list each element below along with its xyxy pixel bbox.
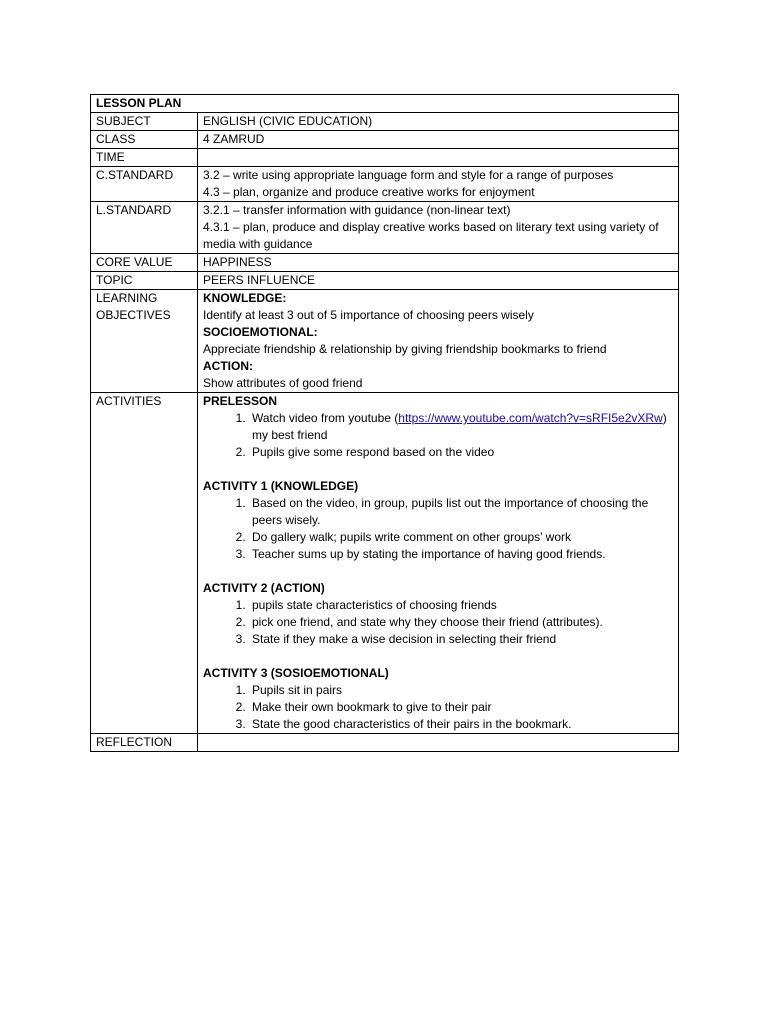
prelesson-item-prefix: Watch video from youtube ( — [252, 411, 399, 425]
class-value: 4 ZAMRUD — [198, 131, 679, 149]
reflection-label: REFLECTION — [91, 734, 198, 752]
time-label: TIME — [91, 149, 198, 167]
list-item: 2. Make their own bookmark to give to their pair — [249, 699, 673, 716]
objectives-label-line: OBJECTIVES — [96, 308, 171, 322]
list-item: 2. Pupils give some respond based on the video — [249, 444, 673, 461]
reflection-value — [198, 734, 679, 752]
activities-value — [198, 393, 679, 734]
action-text: Show attributes of good friend — [203, 376, 363, 390]
list-item: 3. State if they make a wise decision in selecting their friend — [249, 631, 673, 648]
list-item — [249, 410, 673, 444]
objectives-row — [91, 290, 679, 393]
topic-value: PEERS INFLUENCE — [198, 272, 679, 290]
activities-row — [91, 393, 679, 734]
cstandard-row — [91, 167, 679, 202]
activity1-list — [203, 495, 673, 563]
prelesson-list — [203, 410, 673, 461]
topic-label: TOPIC — [91, 272, 198, 290]
cstandard-value — [198, 167, 679, 202]
knowledge-heading: KNOWLEDGE: — [203, 291, 287, 305]
cstandard-label: C.STANDARD — [91, 167, 198, 202]
time-value — [198, 149, 679, 167]
lstandard-label: L.STANDARD — [91, 202, 198, 254]
list-item: 2. pick one friend, and state why they choose their friend (attributes). — [249, 614, 673, 631]
time-row — [91, 149, 679, 167]
youtube-link[interactable]: https://www.youtube.com/watch?v=sRFI5e2vXRw — [398, 411, 663, 425]
socioemotional-text: Appreciate friendship & relationship by giving friendship bookmarks to friend — [203, 342, 607, 356]
subject-row — [91, 113, 679, 131]
lesson-plan-table — [90, 94, 679, 752]
activity2-list — [203, 597, 673, 648]
activity1-heading: ACTIVITY 1 (KNOWLEDGE) — [203, 479, 359, 493]
lstandard-line: 3.2.1 – transfer information with guidance (non-linear text) — [203, 203, 511, 217]
class-label: CLASS — [91, 131, 198, 149]
list-item: 1. Pupils sit in pairs — [249, 682, 673, 699]
objectives-value — [198, 290, 679, 393]
activities-label: ACTIVITIES — [91, 393, 198, 734]
list-item: 3. Teacher sums up by stating the importance of having good friends. — [249, 546, 673, 563]
objectives-label-line: LEARNING — [96, 291, 158, 305]
list-item: 1. Based on the video, in group, pupils list out the importance of choosing the peers wisely. — [249, 495, 673, 529]
list-item: 3. State the good characteristics of their pairs in the bookmark. — [249, 716, 673, 733]
socioemotional-heading: SOCIOEMOTIONAL: — [203, 325, 318, 339]
lstandard-value — [198, 202, 679, 254]
subject-label: SUBJECT — [91, 113, 198, 131]
lstandard-row — [91, 202, 679, 254]
activity3-list — [203, 682, 673, 733]
lesson-plan-title: LESSON PLAN — [91, 95, 679, 113]
activity2-heading: ACTIVITY 2 (ACTION) — [203, 581, 325, 595]
subject-value: ENGLISH (CIVIC EDUCATION) — [198, 113, 679, 131]
list-item: 2. Do gallery walk; pupils write comment on other groups’ work — [249, 529, 673, 546]
knowledge-text: Identify at least 3 out of 5 importance of choosing peers wisely — [203, 308, 534, 322]
prelesson-heading: PRELESSON — [203, 394, 278, 408]
activity3-heading: ACTIVITY 3 (SOSIOEMOTIONAL) — [203, 666, 389, 680]
core-value-label: CORE VALUE — [91, 254, 198, 272]
lstandard-line: 4.3.1 – plan, produce and display creative works based on literary text using variety of media with guidance — [203, 220, 659, 251]
list-item: 1. pupils state characteristics of choosing friends — [249, 597, 673, 614]
prelesson-item-suffix: ) my best friend — [252, 411, 667, 442]
title-row — [91, 95, 679, 113]
topic-row — [91, 272, 679, 290]
core-value-value: HAPPINESS — [198, 254, 679, 272]
cstandard-line: 4.3 – plan, organize and produce creative works for enjoyment — [203, 185, 535, 199]
objectives-label — [91, 290, 198, 393]
action-heading: ACTION: — [203, 359, 253, 373]
core-value-row — [91, 254, 679, 272]
cstandard-line: 3.2 – write using appropriate language form and style for a range of purposes — [203, 168, 614, 182]
class-row — [91, 131, 679, 149]
reflection-row — [91, 734, 679, 752]
